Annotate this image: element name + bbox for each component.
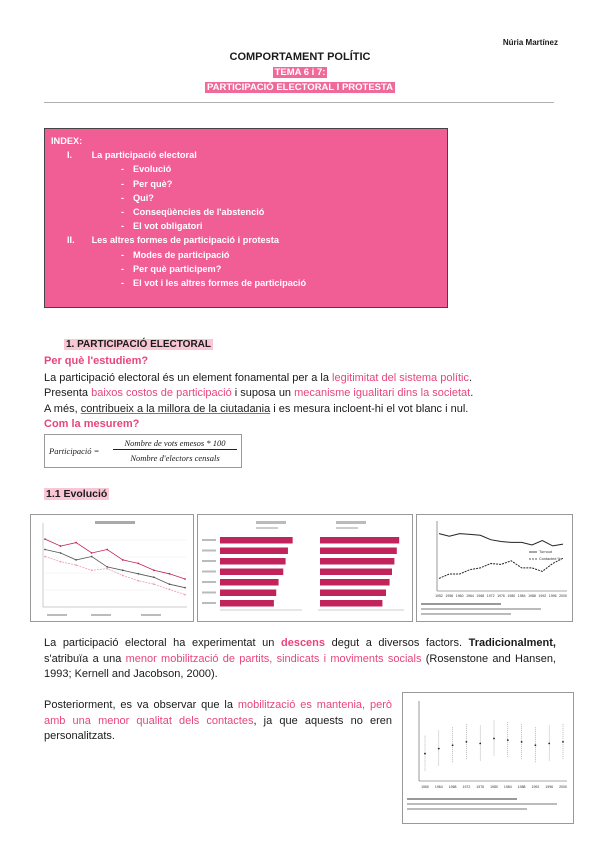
x-tick-label: 1984 [517,594,526,598]
bar-right [320,548,397,555]
index-item: - Modes de participació [120,249,230,260]
series-line-turnout [439,534,563,546]
data-point [169,583,171,585]
x-tick-label: 1980 [507,594,516,598]
data-point [122,569,124,571]
bar-left [220,569,283,576]
bar-right [320,537,399,544]
data-point [106,549,108,551]
data-point [452,744,454,746]
x-tick-label: 1960 [455,594,464,598]
series-line-series-c [45,557,185,595]
subtitle-wrap [0,67,600,78]
bar-label-left [202,581,216,583]
bar-left [220,600,274,607]
index-item: - Evolució [120,164,172,175]
x-tick-label: 1992 [538,594,547,598]
data-point [424,753,426,755]
x-tick-label: 1976 [476,785,485,789]
data-point [44,556,46,558]
data-point [137,563,139,565]
x-tick-label: 1996 [545,785,554,789]
data-point [75,542,77,544]
data-point [60,552,62,554]
bar-left [220,558,286,565]
chart-turnout-contact [416,514,573,622]
x-tick-label: 1964 [466,594,474,598]
x-tick-label: 1972 [486,594,495,598]
paragraph-citizenship: A més, contribueix a la millora de la ciutadania i es mesura incloent-hi el vot blanc i nul. [44,403,469,415]
index-item: - Qui? [120,192,154,203]
x-tick-label: 1960 [421,785,429,789]
data-point [184,594,186,596]
paragraph-costs: Presenta baixos costos de participació i suposa un mecanisme igualitari dins la societat. [44,387,474,399]
data-point [562,741,564,743]
x-tick-label: 1956 [445,594,454,598]
subsection-heading: 1.1 Evolució [46,488,108,500]
index-item: - El vot i les altres formes de participació [120,277,307,288]
data-point [438,748,440,750]
index-item: - Per què? [120,178,173,189]
data-point [60,561,62,563]
x-tick-label: 1976 [497,594,505,598]
bar-label-left [202,592,216,594]
paragraph-descens: La participació electoral ha experimentat un descens degut a diversos factors. Tradicionalment, s'atribuïa a una menor mobilització de partits, sindicats i moviments socials (Rosenstone and Hansen, 1993; Kernell and Jacobson, 2000). [44,637,556,680]
chart-2-svg [198,515,412,621]
data-point [479,743,481,745]
divider [44,102,554,103]
chart-3-svg [417,515,572,621]
author-name: Núria Martínez [502,38,558,47]
data-point [521,741,523,743]
x-tick-label: 1984 [503,785,512,789]
bar-left [220,590,276,597]
data-point [60,545,62,547]
x-tick-label: 1968 [476,594,485,598]
chart-contact-effect [402,692,574,824]
data-point [106,566,108,568]
chart-4-svg [403,693,573,823]
index-item: - El vot obligatori [120,221,203,232]
paragraph-legitimacy: La participació electoral és un element fonamental per a la legitimitat del sistema polític. [44,372,473,384]
data-point [153,583,155,585]
chart-1-svg [31,515,193,621]
index-item: - Per què participem? [120,263,222,274]
x-tick-label: 1992 [531,785,540,789]
section-heading: 1. PARTICIPACIÓ ELECTORAL [66,339,212,350]
data-point [75,564,77,566]
data-point [137,580,139,582]
bar-right [320,590,386,597]
bar-label-left [202,550,216,552]
index-section-1: I. La participació electoral [67,150,197,161]
data-point [466,741,468,743]
bar-left [220,579,279,586]
data-point [75,559,77,561]
why-question: Per què l'estudiem? [44,355,149,367]
page-title: COMPORTAMENT POLÍTIC [229,51,371,63]
x-tick-label: 1972 [462,785,471,789]
topic-title: PARTICIPACIÓ ELECTORAL I PROTESTA [207,82,393,93]
x-tick-label: 1996 [548,594,557,598]
index-section-2: II. Les altres formes de participació i protesta [67,235,279,246]
x-tick-label: 1980 [490,785,498,789]
data-point [169,573,171,575]
data-point [44,538,46,540]
index-item: - Conseqüències de l'abstenció [120,206,265,217]
formula-box [44,434,242,468]
index-box [44,128,448,308]
bar-label-left [202,571,216,573]
data-point [91,556,93,558]
x-tick-label: 2000 [559,785,567,789]
x-tick-label: 1952 [435,594,443,598]
data-point [91,552,93,554]
legend-label: Turnout [539,550,552,554]
bar-right [320,569,392,576]
bar-label-left [202,560,216,562]
data-point [169,589,171,591]
data-point [91,569,93,571]
x-tick-label: 1964 [434,785,443,789]
formula-denominator: Nombre d'electors censals [130,453,220,463]
x-tick-label: 2000 [559,594,567,598]
series-line-series-b [45,550,185,588]
bar-right [320,579,390,586]
chart-turnout-bars [197,514,413,622]
bar-label-left [202,602,216,604]
data-point [548,743,550,745]
formula-numerator: Nombre de vots emesos * 100 [113,438,237,450]
data-point [153,569,155,571]
data-point [184,578,186,580]
bar-left [220,537,293,544]
x-tick-label: 1988 [517,785,526,789]
legend-label: Contacted % [539,557,561,561]
topic-wrap [0,82,600,93]
data-point [153,576,155,578]
measure-question: Com la mesurem? [44,418,140,430]
data-point [137,573,139,575]
chart-turnout-countries [30,514,194,622]
formula-lhs: Participació = [49,446,100,456]
data-point [44,549,46,551]
data-point [507,739,509,741]
bar-right [320,558,394,565]
index-label: INDEX: [51,136,83,146]
data-point [184,587,186,589]
x-tick-label: 1988 [528,594,536,598]
bar-right [320,600,382,607]
data-point [122,575,124,577]
bar-label-left [202,539,216,541]
paragraph-posterior: Posteriorment, es va observar que la mobilització es mantenia, però amb una menor qualitat dels contactes, ja que aquests no eren personalitzats. [44,699,393,742]
bar-left [220,548,288,555]
data-point [535,744,537,746]
data-point [106,568,108,570]
data-point [493,738,495,740]
data-point [122,559,124,561]
subtitle: TEMA 6 i 7: [274,67,326,78]
x-tick-label: 1968 [448,785,457,789]
series-line-contacted [439,558,563,578]
